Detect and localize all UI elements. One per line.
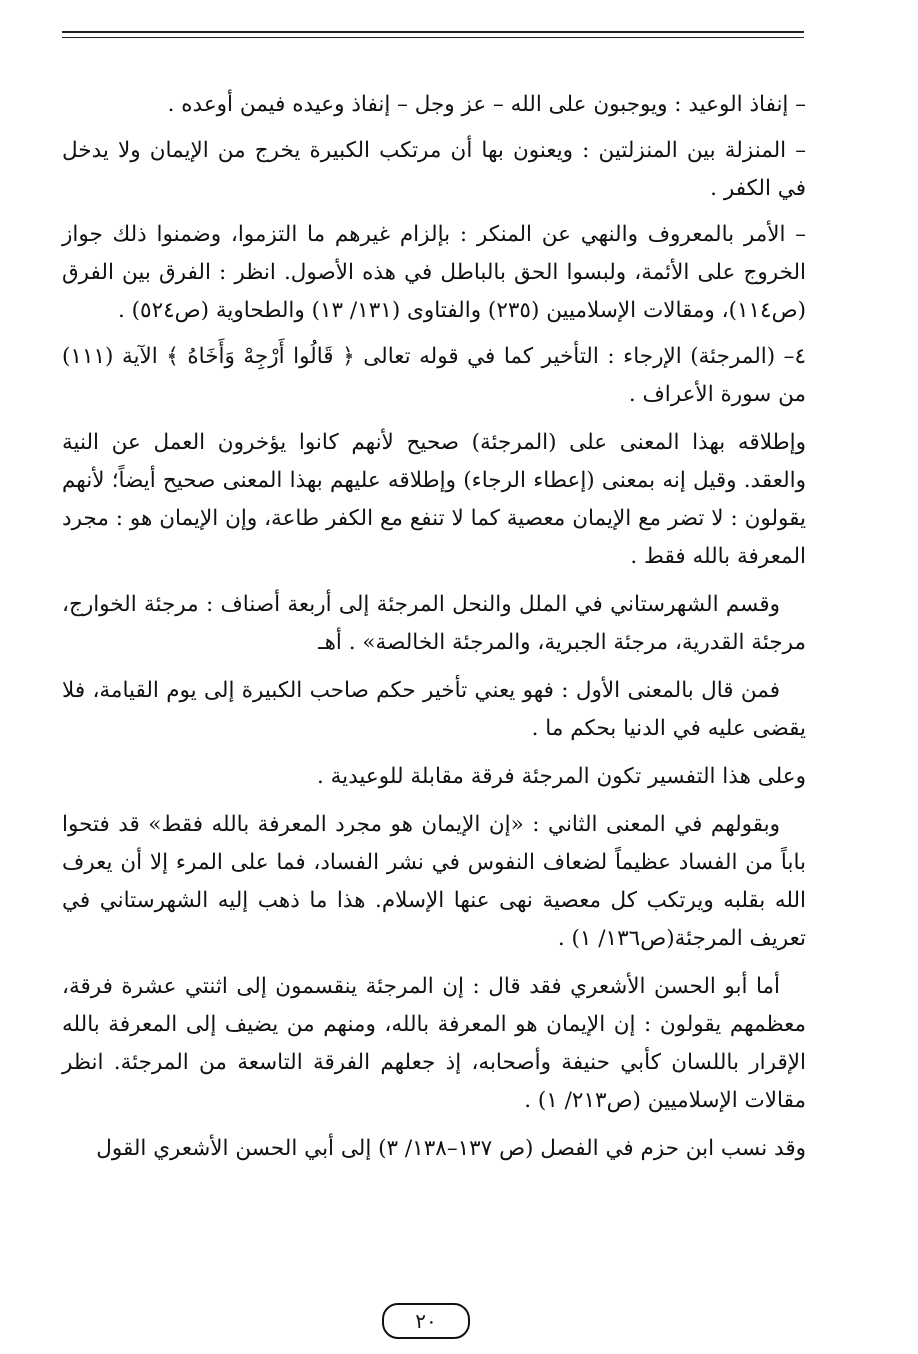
paragraph-first-meaning: فمن قال بالمعنى الأول : فهو يعني تأخير حكم صاحب الكبيرة إلى يوم القيامة، فلا يقضى عليه في الدنيا بحكم ما . <box>62 678 806 741</box>
paragraph-manzila: – المنزلة بين المنزلتين : ويعنون بها أن مرتكب الكبيرة يخرج من الإيمان ولا يدخل في الكفر . <box>62 138 806 201</box>
paragraph-waeediya: وعلى هذا التفسير تكون المرجئة فرقة مقابلة للوعيدية . <box>316 764 806 789</box>
page-number: ٢٠ <box>382 1303 470 1339</box>
paragraph-infath-alwaeed: – إنفاذ الوعيد : ويوجبون على الله – عز وجل – إنفاذ وعيده فيمن أوعده . <box>167 92 806 117</box>
page-body <box>62 86 806 1178</box>
paragraph-shahrastani-division: وقسم الشهرستاني في الملل والنحل المرجئة إلى أربعة أصناف : مرجئة الخوارج، مرجئة القدرية، مرجئة الجبرية، والمرجئة الخالصة» . أهـ <box>62 592 806 655</box>
paragraph-itlaq: وإطلاقه بهذا المعنى على (المرجئة) صحيح لأنهم كانوا يؤخرون العمل عن النية والعقد. وقيل إنه بمعنى (إعطاء الرجاء) وإطلاقه عليهم بهذا المعنى صحيح أيضاً؛ لأنهم يقولون : لا تضر مع الإيمان معصية كما لا تنفع مع الكفر طاعة، وإن الإيمان هو : مجرد المعرفة بالله فقط . <box>62 430 806 569</box>
paragraph-ibn-hazm: وقد نسب ابن حزم في الفصل (ص ١٣٧–١٣٨/ ٣) إلى أبي الحسن الأشعري القول <box>96 1136 806 1161</box>
header-rule-thin <box>62 37 804 38</box>
paragraph-ashari: أما أبو الحسن الأشعري فقد قال : إن المرجئة ينقسمون إلى اثنتي عشرة فرقة، معظمهم يقولون : إن الإيمان هو المعرفة بالله، ومنهم من يضيف إلى المعرفة بالله الإقرار باللسان كأبي حنيفة وأصحابه، إذ جعلهم الفرقة التاسعة من المرجئة. انظر مقالات الإسلاميين (ص٢١٣/ ١) . <box>62 974 806 1113</box>
paragraph-amr-bilmaroof: – الأمر بالمعروف والنهي عن المنكر : بإلزام غيرهم ما التزموا، وضمنوا ذلك جواز الخروج على الأئمة، ولبسوا الحق بالباطل في هذه الأصول. انظر : الفرق بين الفرق (ص١١٤)، ومقالات الإسلاميين (٢٣٥) والفتاوى (١٣١/ ١٣) والطحاوية (ص٥٢٤) . <box>62 222 806 323</box>
paragraph-murjia-definition: ٤– (المرجئة) الإرجاء : التأخير كما في قوله تعالى ﴿ قَالُوا أَرْجِهْ وَأَخَاهُ ﴾ الآية (١١١) من سورة الأعراف . <box>62 344 806 407</box>
header-rule <box>62 31 804 33</box>
paragraph-second-meaning: وبقولهم في المعنى الثاني : «إن الإيمان هو مجرد المعرفة بالله فقط» قد فتحوا باباً من الفساد عظيماً لضعاف النفوس في نشر الفساد، فما على المرء إلا أن يعرف الله بقلبه ويرتكب كل معصية نهى عنها الإسلام. هذا ما ذهب إليه الشهرستاني في تعريف المرجئة(ص١٣٦/ ١) . <box>62 812 806 951</box>
